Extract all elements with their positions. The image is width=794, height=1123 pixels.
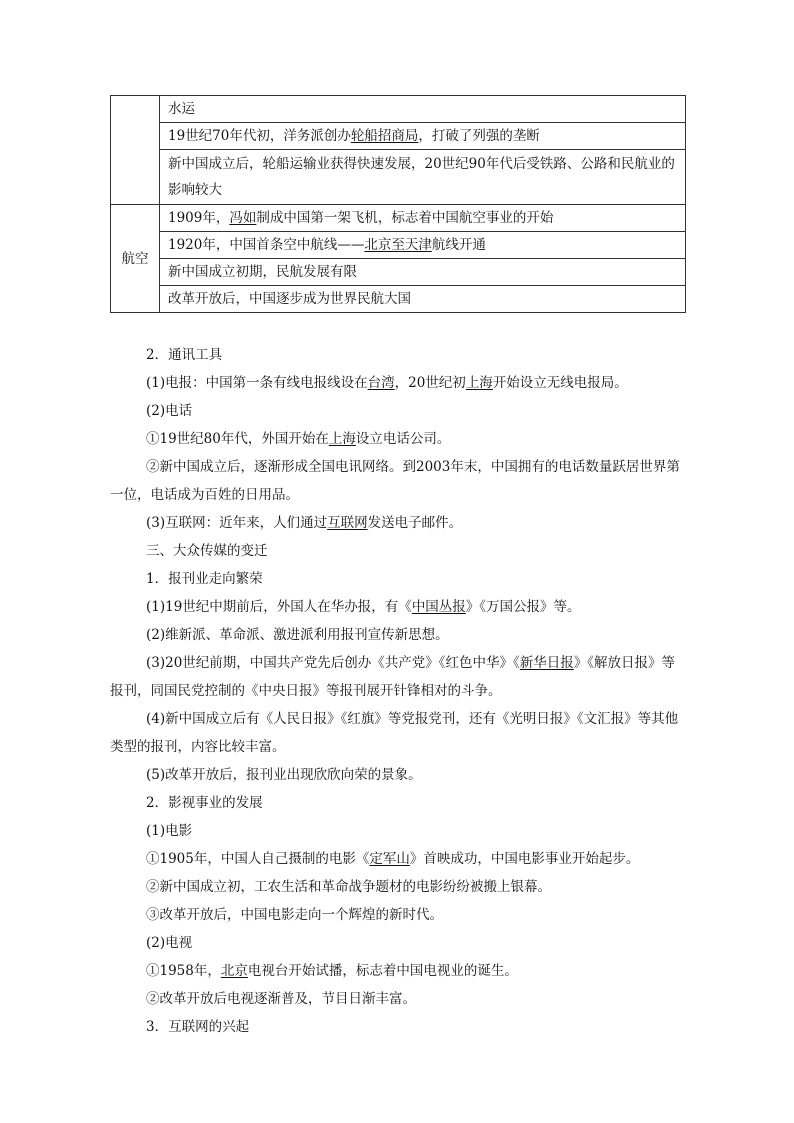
water-row-0 — [160, 96, 686, 123]
paragraph-5 — [110, 509, 686, 537]
text-run: 航线开通 — [431, 237, 486, 253]
paragraph-17 — [110, 901, 686, 929]
body-text — [110, 341, 686, 1041]
text-run: (1)电影 — [146, 823, 193, 839]
text-run: 1．报刊业走向繁荣 — [146, 571, 263, 587]
text-run: ，打破了列强的垄断 — [418, 128, 540, 144]
underlined-term: 北京 — [220, 963, 248, 979]
text-run: 制成中国第一架飞机，标志着中国航空事业的开始 — [256, 210, 554, 226]
paragraph-3 — [110, 425, 686, 453]
paragraph-8 — [110, 593, 686, 621]
paragraph-10 — [110, 649, 686, 705]
paragraph-1 — [110, 369, 686, 397]
paragraph-20 — [110, 985, 686, 1013]
table-row — [111, 150, 686, 205]
table-row — [111, 232, 686, 259]
text-run: 19世纪70年代初，洋务派创办 — [168, 128, 351, 144]
text-run: ②新中国成立后，逐渐形成全国电讯网络。到2003年末，中国拥有的电话数量跃居世界第一位，电话成为百姓的日用品。 — [110, 459, 680, 503]
underlined-term: 新华日报 — [519, 655, 574, 671]
text-run: 三、大众传媒的变迁 — [146, 543, 268, 559]
text-run: (2)维新派、革命派、激进派利用报刊宣传新思想。 — [146, 627, 449, 643]
text-run: 改革开放后，中国逐步成为世界民航大国 — [168, 291, 411, 307]
text-run: 》《解放日报》等报刊，同国民党控制的《中央日报》等报刊展开针锋相对的斗争。 — [110, 655, 676, 699]
text-run: (3)20世纪前期，中国共产党先后创办《共产党》《红色中华》《 — [146, 655, 520, 671]
text-run: 电视台开始试播，标志着中国电视业的诞生。 — [247, 963, 518, 979]
text-run: 2．影视事业的发展 — [146, 795, 263, 811]
text-run: 新中国成立初期，民航发展有限 — [168, 264, 357, 280]
text-run: 》首映成功，中国电影事业开始起步。 — [409, 851, 640, 867]
paragraph-18 — [110, 929, 686, 957]
paragraph-11 — [110, 705, 686, 761]
text-run: 开始设立无线电报局。 — [492, 375, 628, 391]
paragraph-12 — [110, 761, 686, 789]
underlined-term: 台湾 — [367, 375, 395, 391]
underlined-term: 上海 — [328, 431, 356, 447]
text-run: (5)改革开放后，报刊业出现欣欣向荣的景象。 — [146, 767, 422, 783]
table-row — [111, 205, 686, 232]
water-category-cell — [111, 96, 160, 205]
underlined-term: 定军山 — [369, 851, 410, 867]
table-row — [111, 96, 686, 123]
table-row — [111, 286, 686, 313]
text-run: 1920年，中国首条空中航线—— — [168, 237, 365, 253]
text-run: (1)19世纪中期前后，外国人在华办报，有《 — [146, 599, 412, 615]
transport-history-table — [110, 95, 686, 313]
underlined-term: 冯如 — [229, 210, 257, 226]
water-row-1 — [160, 123, 686, 150]
paragraph-4 — [110, 453, 686, 509]
text-run: 3．互联网的兴起 — [146, 1019, 250, 1035]
air-row-3 — [160, 286, 686, 313]
text-run: ③改革开放后，中国电影走向一个辉煌的新时代。 — [146, 907, 443, 923]
table-row — [111, 123, 686, 150]
text-run: ①19世纪80年代，外国开始在 — [146, 431, 329, 447]
air-row-0 — [160, 205, 686, 232]
text-run: 1909年， — [168, 210, 230, 226]
paragraph-14 — [110, 817, 686, 845]
section-heading — [110, 537, 686, 565]
paragraph-0 — [110, 341, 686, 369]
paragraph-16 — [110, 873, 686, 901]
air-row-1 — [160, 232, 686, 259]
air-row-2 — [160, 259, 686, 286]
text-run: (2)电话 — [146, 403, 193, 419]
text-run: 水运 — [168, 101, 195, 117]
text-run: ②改革开放后电视逐渐普及，节目日渐丰富。 — [146, 991, 416, 1007]
air-category-cell: 航空 — [111, 205, 160, 313]
paragraph-7 — [110, 565, 686, 593]
underlined-term: 互联网 — [327, 515, 368, 531]
underlined-term: 北京至天津 — [364, 237, 432, 253]
underlined-term: 轮船招商局 — [350, 128, 419, 144]
text-run: ，20世纪初 — [394, 375, 466, 391]
text-run: ②新中国成立初，工农生活和革命战争题材的电影纷纷被搬上银幕。 — [146, 879, 551, 895]
text-run: (4)新中国成立后有《人民日报》《红旗》等党报党刊，还有《光明日报》《文汇报》等其他类型的报刊，内容比较丰富。 — [110, 711, 679, 755]
text-run: 设立电话公司。 — [355, 431, 451, 447]
text-run: ①1905年，中国人自己摄制的电影《 — [146, 851, 370, 867]
underlined-term: 中国丛报 — [411, 599, 466, 615]
water-row-2 — [160, 150, 686, 205]
text-run: 新中国成立后，轮船运输业获得快速发展，20世纪90年代后受铁路、公路和民航业的影响较大 — [168, 156, 675, 198]
paragraph-15 — [110, 845, 686, 873]
text-run: (2)电视 — [146, 935, 193, 951]
text-run: (1)电报：中国第一条有线电报线设在 — [146, 375, 368, 391]
text-run: ①1958年， — [146, 963, 221, 979]
paragraph-9 — [110, 621, 686, 649]
text-run: 》《万国公报》等。 — [465, 599, 581, 615]
paragraph-13 — [110, 789, 686, 817]
text-run: 2．通讯工具 — [146, 347, 223, 363]
paragraph-21 — [110, 1013, 686, 1041]
text-run: 发送电子邮件。 — [367, 515, 463, 531]
table-row — [111, 259, 686, 286]
paragraph-19 — [110, 957, 686, 985]
text-run: (3)互联网：近年来，人们通过 — [146, 515, 328, 531]
paragraph-2 — [110, 397, 686, 425]
underlined-term: 上海 — [465, 375, 493, 391]
